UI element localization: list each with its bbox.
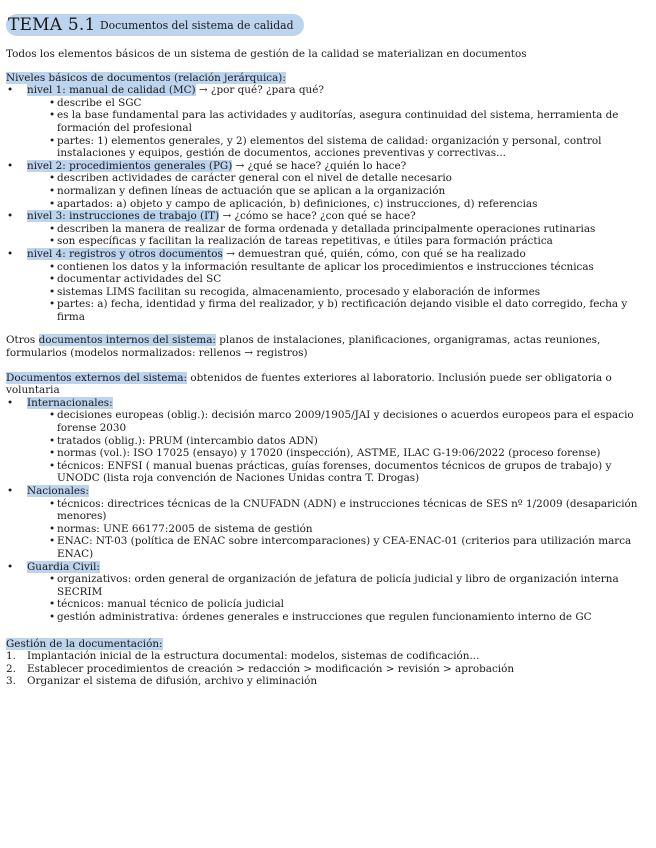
document-page bbox=[6, 14, 646, 688]
external-docs-section: Documentos externos del sistema: obtenidos de fuentes exteriores al laboratorio. Inclusión puede ser obligatoria o voluntaria • Internacionales: • decisiones europeas (oblig.): decisión marco 2009/1905/JAI y decisiones o acuerdos europeos para el espacio forense 2030 • tratados (oblig.): PRUM (intercambio datos ADN) • normas (vol.): ISO 17025 (ensayo) y 17020 (inspección), ASTME, ILAC G-19:06/2022 (proceso forense) • técnicos: ENFSI ( manual buenas prácticas, guías forenses, documentos técnicos de grupos de trabajo) y UNODC (lista roja convención de Naciones Unidas contra T. Drogas) • Nacionales: • técnicos: directrices técnicas de la CNUFADN (ADN) e instrucciones técnicas de SES nº 1/2009 (desaparición menores) • normas: UNE 66177:2005 de sistema de gestión • ENAC: NT-03 (política de ENAC sobre intercomparaciones) y CEA-ENAC-01 (criterios para utilización marca ENAC) • Guardia Civil: • organizativos: orden general de organización de jefatura de policía judicial y libro de organización interna SECRIM • técnicos: manual técnico de policía judicial • gestión administrativa: órdenes generales e instrucciones que regulen funcionamiento interno de GC bbox=[6, 372, 646, 624]
intro-paragraph: Todos los elementos básicos de un sistema de gestión de la calidad se materializan en documentos bbox=[6, 48, 527, 60]
management-heading: Gestión de la documentación: bbox=[6, 637, 163, 650]
management-step: 3. Organizar el sistema de difusión, archivo y eliminación bbox=[6, 675, 318, 688]
level-detail: • describen la manera de realizar de forma ordenada y detallada principalmente operaciones rutinarias bbox=[27, 223, 646, 236]
level-detail: • son específicas y facilitan la realización de tareas repetitivas, e útiles para formación práctica bbox=[27, 235, 646, 248]
management-section bbox=[6, 638, 646, 688]
external-detail: • organizativos: orden general de organización de jefatura de policía judicial y libro de organización interna SECRIM bbox=[27, 573, 646, 598]
external-group-label: Guardia Civil: bbox=[27, 560, 100, 573]
management-step: 1. Implantación inicial de la estructura documental: modelos, sistemas de codificación... bbox=[6, 650, 480, 663]
level-item bbox=[6, 248, 646, 324]
level-label: nivel 1: manual de calidad (MC) bbox=[27, 84, 196, 97]
levels-heading: Niveles básicos de documentos (relación jerárquica): bbox=[6, 71, 286, 84]
external-group-label: Nacionales: bbox=[27, 485, 89, 497]
level-detail: • es la base fundamental para las actividades y auditorías, asegura continuidad del sistema, herramienta de formación del profesional bbox=[27, 109, 646, 134]
external-detail: • normas: UNE 66177:2005 de sistema de gestión bbox=[27, 523, 646, 536]
level-detail: • sistemas LIMS facilitan su recogida, almacenamiento, procesado y elaboración de informes bbox=[27, 286, 646, 299]
external-group-label: Internacionales: bbox=[27, 396, 113, 409]
external-detail: • tratados (oblig.): PRUM (intercambio datos ADN) bbox=[27, 435, 646, 448]
level-label: nivel 2: procedimientos generales (PG) bbox=[27, 159, 233, 172]
internal-docs-label: documentos internos del sistema: bbox=[38, 334, 216, 347]
topic-title: Documentos del sistema de calidad bbox=[100, 19, 294, 32]
level-item bbox=[6, 160, 646, 210]
level-item bbox=[6, 210, 646, 248]
internal-docs-paragraph: Otros documentos internos del sistema: planos de instalaciones, planificaciones, organigramas, actas reuniones, formularios (modelos normalizados: rellenos → registros) bbox=[6, 334, 601, 360]
level-detail: • partes: 1) elementos generales, y 2) elementos del sistema de calidad: organización y personal, control instalaciones y equipos, gestión de documentos, acciones preventivas y correctivas... bbox=[27, 135, 646, 160]
external-detail: • técnicos: directrices técnicas de la CNUFADN (ADN) e instrucciones técnicas de SES nº 1/2009 (desaparición menores) bbox=[27, 498, 646, 523]
level-detail: • contienen los datos y la información resultante de aplicar los procedimientos e instrucciones técnicas bbox=[27, 261, 646, 274]
level-label: nivel 3: instrucciones de trabajo (IT) bbox=[27, 210, 220, 223]
levels-section bbox=[6, 72, 646, 324]
levels-list bbox=[6, 84, 646, 323]
external-detail: • técnicos: manual técnico de policía judicial bbox=[27, 598, 646, 611]
management-step: 2. Establecer procedimientos de creación > redacción > modificación > revisión > aprobación bbox=[6, 662, 515, 675]
level-detail: • describen actividades de carácter general con el nivel de detalle necesario bbox=[27, 172, 646, 185]
external-groups-list bbox=[6, 397, 646, 624]
external-group bbox=[6, 485, 646, 561]
external-detail: • ENAC: NT-03 (política de ENAC sobre intercomparaciones) y CEA-ENAC-01 (criterios para utilización marca ENAC) bbox=[27, 535, 646, 560]
level-question: → ¿cómo se hace? ¿con qué se hace? bbox=[219, 210, 416, 223]
title-bar bbox=[6, 14, 306, 36]
management-steps bbox=[6, 650, 646, 688]
level-detail: • apartados: a) objeto y campo de aplicación, b) definiciones, c) instrucciones, d) referencias bbox=[27, 198, 646, 211]
level-detail: • describe el SGC bbox=[27, 97, 646, 110]
level-item bbox=[6, 84, 646, 160]
external-docs-label: Documentos externos del sistema: bbox=[6, 371, 188, 384]
external-group bbox=[6, 397, 646, 485]
level-detail: • normalizan y definen líneas de actuación que se aplican a la organización bbox=[27, 185, 646, 198]
external-detail: • decisiones europeas (oblig.): decisión marco 2009/1905/JAI y decisiones o acuerdos europeos para el espacio forense 2030 bbox=[27, 409, 646, 434]
level-question: → ¿por qué? ¿para qué? bbox=[195, 84, 324, 97]
level-detail: • documentar actividades del SC bbox=[27, 273, 646, 286]
external-detail: • gestión administrativa: órdenes generales e instrucciones que regulen funcionamiento interno de GC bbox=[27, 611, 646, 624]
level-detail: • partes: a) fecha, identidad y firma del realizador, y b) rectificación dejando visible el dato corregido, fecha y firma bbox=[27, 298, 646, 323]
external-detail: • normas (vol.): ISO 17025 (ensayo) y 17020 (inspección), ASTME, ILAC G-19:06/2022 (proceso forense) bbox=[27, 447, 646, 460]
level-question: → ¿qué se hace? ¿quién lo hace? bbox=[232, 159, 407, 172]
level-question: → demuestran qué, quién, cómo, con qué se ha realizado bbox=[222, 247, 526, 260]
external-group bbox=[6, 561, 646, 624]
topic-number: TEMA 5.1 bbox=[8, 15, 96, 35]
level-label: nivel 4: registros y otros documentos bbox=[27, 247, 223, 260]
external-detail: • técnicos: ENFSI ( manual buenas prácticas, guías forenses, documentos técnicos de grupos de trabajo) y UNODC (lista roja convención de Naciones Unidas contra T. Drogas) bbox=[27, 460, 646, 485]
